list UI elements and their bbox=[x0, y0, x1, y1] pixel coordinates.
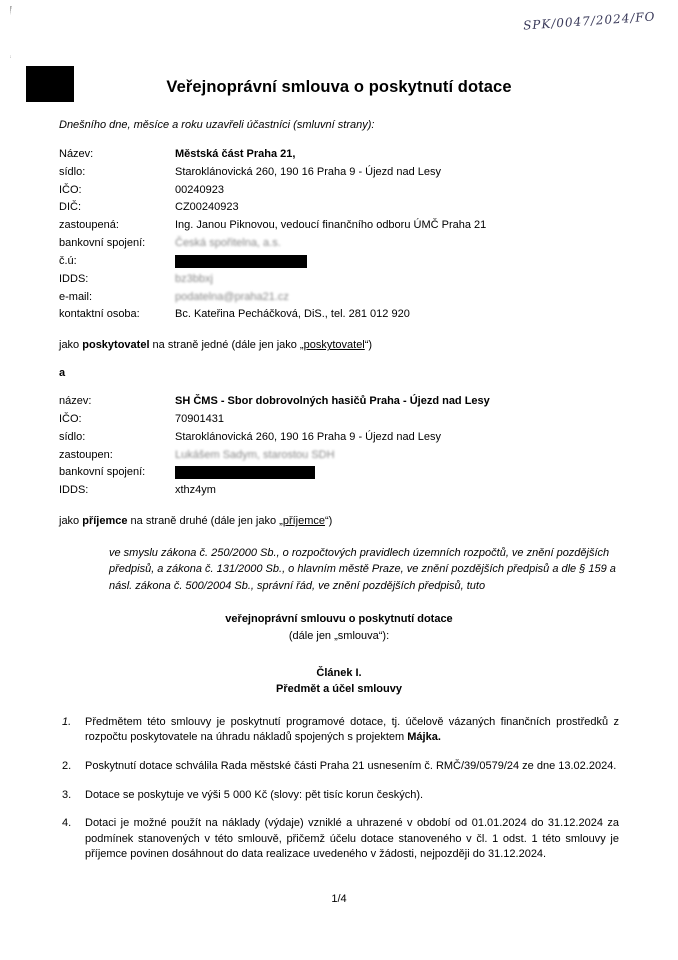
clause-text: Poskytnutí dotace schválila Rada městské části Praha 21 usnesením č. RMČ/39/0579/24 ze dne 13.02.2024. bbox=[85, 759, 617, 772]
subheading-prefix: (dále jen „ bbox=[288, 630, 338, 643]
field-label: IDDS: bbox=[59, 272, 89, 285]
table-row bbox=[59, 448, 619, 466]
field-label: IČO: bbox=[59, 183, 82, 196]
field-label: Název: bbox=[59, 147, 94, 160]
provider-details-table bbox=[59, 147, 619, 325]
field-value-blurred: podatelna@praha21.cz bbox=[175, 290, 289, 303]
field-value: 00240923 bbox=[175, 183, 224, 196]
handwritten-reference-number: SPK/0047/2024/FO bbox=[523, 9, 657, 33]
table-row bbox=[59, 218, 619, 236]
contract-heading: veřejnoprávní smlouvu o poskytnutí dotace bbox=[225, 613, 453, 626]
conjunction-a: a bbox=[59, 367, 66, 380]
note-middle: na straně jedné (dále jen jako „ bbox=[149, 339, 304, 352]
note-suffix: “) bbox=[364, 339, 373, 352]
table-row bbox=[59, 465, 619, 483]
list-item bbox=[59, 759, 619, 775]
clause-number: 3. bbox=[62, 788, 72, 801]
field-label: zastoupen: bbox=[59, 448, 113, 461]
clause-text: Dotace se poskytuje ve výši 5 000 Kč (slovy: pět tisíc korun českých). bbox=[85, 788, 424, 801]
note-bold: příjemce bbox=[82, 515, 128, 528]
clause-number: 4. bbox=[62, 817, 72, 830]
field-value-redacted bbox=[175, 254, 619, 272]
field-value-blurred: Lukášem Sadym, starostou SDH bbox=[175, 448, 335, 461]
document-body bbox=[59, 118, 619, 876]
clause-number: 2. bbox=[62, 759, 72, 772]
field-value: 70901431 bbox=[175, 412, 224, 425]
article-title: Předmět a účel smlouvy bbox=[276, 682, 402, 695]
field-label: bankovní spojení: bbox=[59, 237, 146, 250]
field-label: DIČ: bbox=[59, 201, 81, 214]
clause-text-bold: Májka. bbox=[407, 731, 441, 744]
table-row bbox=[59, 430, 619, 448]
legal-reference-text: ve smyslu zákona č. 250/2000 Sb., o rozpočtových pravidlech územních rozpočtů, ve znění pozdějších předpisů, a zákona č. 131/2000 Sb., o hlavním městě Praze, ve znění pozdějších předpisů a dle § 159 a násl. zákona č. 500/2004 Sb., správní řád, ve znění pozdějších předpisů, tuto bbox=[109, 546, 616, 592]
field-value-redacted bbox=[175, 465, 619, 483]
table-row bbox=[59, 290, 619, 308]
field-value: Bc. Kateřina Pecháčková, DiS., tel. 281 012 920 bbox=[175, 308, 410, 321]
redaction-block-account-number bbox=[175, 255, 307, 268]
field-label: bankovní spojení: bbox=[59, 466, 146, 479]
scan-artifact bbox=[10, 6, 36, 58]
table-row bbox=[59, 147, 619, 165]
article-number: Článek I. bbox=[316, 667, 362, 680]
field-value: CZ00240923 bbox=[175, 201, 239, 214]
field-label: č.ú: bbox=[59, 254, 77, 267]
table-row bbox=[59, 394, 619, 412]
field-value: Staroklánovická 260, 190 16 Praha 9 - Újezd nad Lesy bbox=[175, 165, 441, 178]
table-row bbox=[59, 272, 619, 290]
field-value-blurred: Česká spořitelna, a.s. bbox=[175, 237, 281, 250]
note-bold: poskytovatel bbox=[82, 339, 150, 352]
contract-subheading bbox=[59, 629, 619, 644]
note-underlined: příjemce bbox=[282, 515, 326, 528]
field-label: zastoupená: bbox=[59, 219, 119, 232]
table-row bbox=[59, 412, 619, 430]
note-middle: na straně druhé (dále jen jako „ bbox=[127, 515, 283, 528]
redaction-block-bank-details bbox=[175, 466, 315, 479]
field-label: název: bbox=[59, 394, 92, 407]
field-label: e-mail: bbox=[59, 290, 93, 303]
field-label: IČO: bbox=[59, 412, 82, 425]
intro-text: Dnešního dne, měsíce a roku uzavřeli účastníci (smluvní strany): bbox=[59, 119, 375, 131]
table-row bbox=[59, 165, 619, 183]
list-item bbox=[59, 816, 619, 863]
field-value: Staroklánovická 260, 190 16 Praha 9 - Újezd nad Lesy bbox=[175, 430, 441, 443]
table-row bbox=[59, 307, 619, 325]
field-label: IDDS: bbox=[59, 484, 89, 497]
clause-list bbox=[59, 715, 619, 863]
page-number: 1/4 bbox=[331, 893, 347, 905]
field-label: kontaktní osoba: bbox=[59, 308, 140, 321]
list-item bbox=[59, 788, 619, 804]
field-value: Ing. Janou Piknovou, vedoucí finančního odboru ÚMČ Praha 21 bbox=[175, 219, 487, 232]
clause-text: Dotaci je možné použít na náklady (výdaje) vzniklé a uhrazené v období od 01.01.2024 do 31.12.2024 za podmínek stanovených v této smlouvě, přičemž účelu dotace stanoveného v čl. 1 odst. 1 této smlouvy je příjemce povinen dosáhnout do data realizace uvedeného v žádosti, nejpozději do 31.12.2024. bbox=[85, 817, 619, 861]
subheading-suffix: “): bbox=[378, 630, 390, 643]
field-value-blurred: bz3bbxj bbox=[175, 272, 213, 285]
provider-role-note bbox=[59, 338, 619, 353]
note-prefix: jako bbox=[59, 515, 83, 528]
field-label: sídlo: bbox=[59, 430, 86, 443]
recipient-role-note bbox=[59, 514, 619, 529]
note-suffix: “) bbox=[325, 515, 333, 528]
clause-text: Předmětem této smlouvy je poskytnutí programové dotace, tj. účelově vázaných finančních prostředků z rozpočtu poskytovatele na úhradu nákladů spojených s projektem bbox=[85, 715, 619, 744]
table-row bbox=[59, 254, 619, 272]
note-prefix: jako bbox=[59, 339, 83, 352]
field-label: sídlo: bbox=[59, 165, 86, 178]
clause-number: 1. bbox=[62, 715, 72, 728]
note-underlined: poskytovatel bbox=[303, 339, 365, 352]
table-row bbox=[59, 236, 619, 254]
table-row bbox=[59, 183, 619, 201]
page-title: Veřejnoprávní smlouva o poskytnutí dotace bbox=[166, 78, 512, 96]
table-row bbox=[59, 483, 619, 501]
subheading-underlined: smlouva bbox=[337, 630, 379, 643]
field-value: xthz4ym bbox=[175, 484, 216, 497]
field-value: SH ČMS - Sbor dobrovolných hasičů Praha - Újezd nad Lesy bbox=[175, 394, 490, 407]
field-value: Městská část Praha 21, bbox=[175, 147, 296, 160]
recipient-details-table bbox=[59, 394, 619, 501]
table-row bbox=[59, 200, 619, 218]
list-item bbox=[59, 715, 619, 746]
